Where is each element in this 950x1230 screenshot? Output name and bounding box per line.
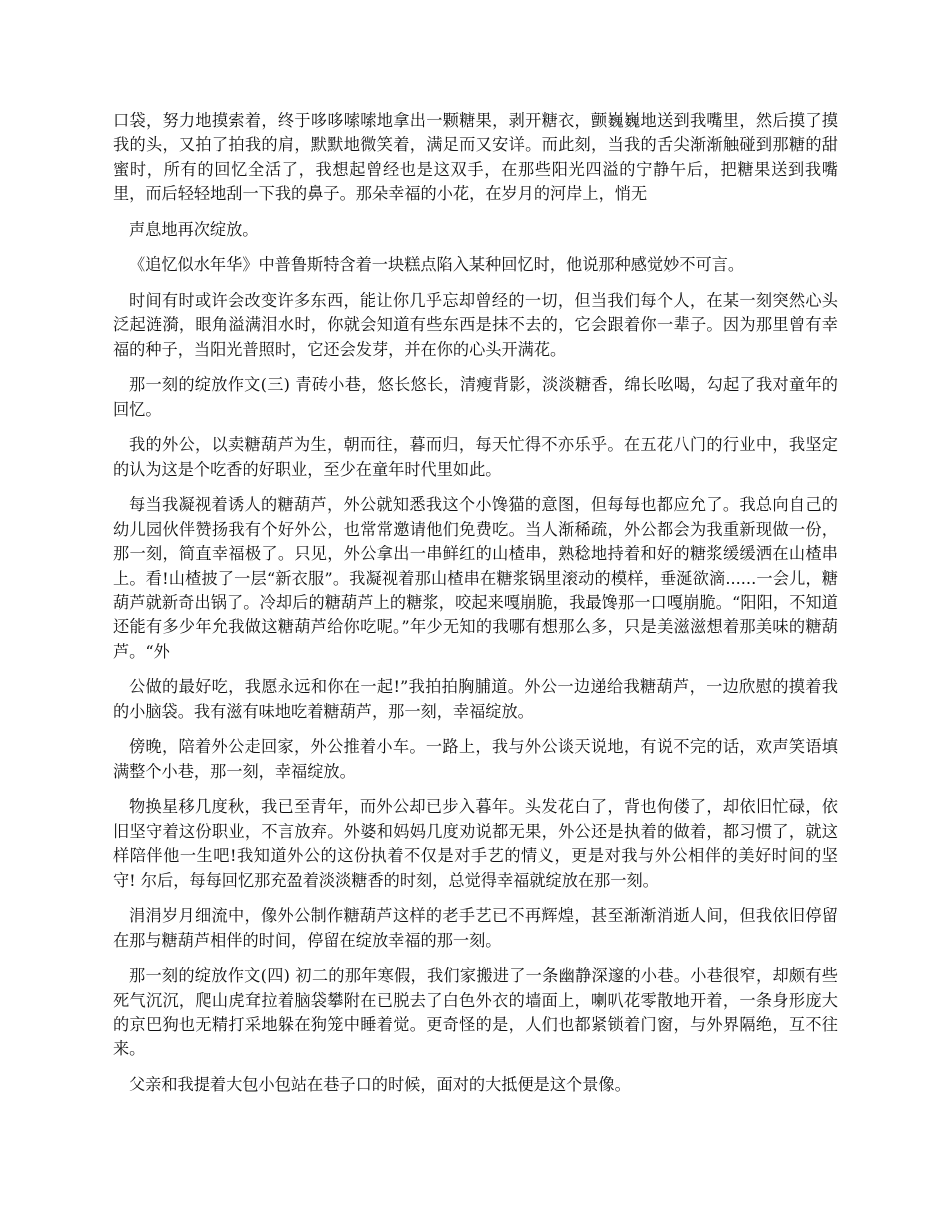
paragraph-6: 我的外公，以卖糖葫芦为生，朝而往，暮而归，每天忙得不亦乐乎。在五花八门的行业中，我坚定的认为这是个吃香的好职业，至少在童年时代里如此。 <box>113 435 838 479</box>
paragraph-13: 父亲和我提着大包小包站在巷子口的时候，面对的大抵便是这个景像。 <box>129 1075 631 1095</box>
paragraph-12: 那一刻的绽放作文(四) 初二的那年寒假，我们家搬进了一条幽静深邃的小巷。小巷很窄，却颇有些死气沉沉，爬山虎耷拉着脑袋攀附在已脱去了白色外衣的墙面上，喇叭花零散地开着，一条身形庞大的京巴狗也无精打采地躲在狗笼中睡着觉。更奇怪的是，人们也都紧锁着门窗，与外界隔绝，互不往来。 <box>113 966 838 1059</box>
paragraph-4: 时间有时或许会改变许多东西，能让你几乎忘却曾经的一切，但当我们每个人，在某一刻突然心头泛起涟漪，眼角溢满泪水时，你就会知道有些东西是抹不去的，它会跟着你一辈子。因为那里曾有幸福的种子，当阳光普照时，它还会发芽，并在你的心头开满花。 <box>113 291 838 359</box>
paragraph-2: 声息地再次绽放。 <box>129 219 259 239</box>
paragraph-7: 每当我凝视着诱人的糖葫芦，外公就知悉我这个小馋猫的意图，但每每也都应允了。我总向自己的幼儿园伙伴赞扬我有个好外公，也常常邀请他们免费吃。当人渐稀疏，外公都会为我重新现做一份，那一刻，简直幸福极了。只见，外公拿出一串鲜红的山楂串，熟稔地持着和好的糖浆缓缓洒在山楂串上。看!山楂披了一层“新衣服”。我凝视着那山楂串在糖浆锅里滚动的模样，垂涎欲滴......一会儿，糖葫芦就新奇出锅了。冷却后的糖葫芦上的糖浆，咬起来嘎崩脆，我最馋那一口嘎崩脆。“阳阳，不知道还能有多少年允我做这糖葫芦给你吃呢。”年少无知的我哪有想那么多，只是美滋滋想着那美味的糖葫芦。“外 <box>113 495 838 661</box>
paragraph-1: 口袋，努力地摸索着，终于哆哆嗦嗦地拿出一颗糖果，剥开糖衣，颤巍巍地送到我嘴里，然后摸了摸我的头，又拍了拍我的肩，默默地微笑着，满足而又安详。而此刻，当我的舌尖渐渐触碰到那糖的甜蜜时，所有的回忆全活了，我想起曾经也是这双手，在那些阳光四溢的宁静午后，把糖果送到我嘴里，而后轻轻地刮一下我的鼻子。那朵幸福的小花，在岁月的河岸上，悄无 <box>113 111 838 204</box>
paragraph-5: 那一刻的绽放作文(三) 青砖小巷，悠长悠长，清瘦背影，淡淡糖香，绵长吆喝，勾起了我对童年的回忆。 <box>113 375 838 419</box>
paragraph-9: 傍晚，陪着外公走回家，外公推着小车。一路上，我与外公谈天说地，有说不完的话，欢声笑语填满整个小巷，那一刻，幸福绽放。 <box>113 737 838 781</box>
paragraph-11: 涓涓岁月细流中，像外公制作糖葫芦这样的老手艺已不再辉煌，甚至渐渐消逝人间，但我依旧停留在那与糖葫芦相伴的时间，停留在绽放幸福的那一刻。 <box>113 906 838 950</box>
paragraph-8: 公做的最好吃，我愿永远和你在一起!”我拍拍胸脯道。外公一边递给我糖葫芦，一边欣慰的摸着我的小脑袋。我有滋有味地吃着糖葫芦，那一刻，幸福绽放。 <box>113 677 838 721</box>
paragraph-10: 物换星移几度秋，我已至青年，而外公却已步入暮年。头发花白了，背也佝偻了，却依旧忙碌，依旧坚守着这份职业，不言放弃。外婆和妈妈几度劝说都无果，外公还是执着的做着，都习惯了，就这样陪伴他一生吧!我知道外公的这份执着不仅是对手艺的情义，更是对我与外公相伴的美好时间的坚守! 尔后，每每回忆那充盈着淡淡糖香的时刻，总觉得幸福就绽放在那一刻。 <box>113 797 838 890</box>
document-body <box>113 109 838 1109</box>
paragraph-3: 《追忆似水年华》中普鲁斯特含着一块糕点陷入某种回忆时，他说那种感觉妙不可言。 <box>129 255 745 275</box>
